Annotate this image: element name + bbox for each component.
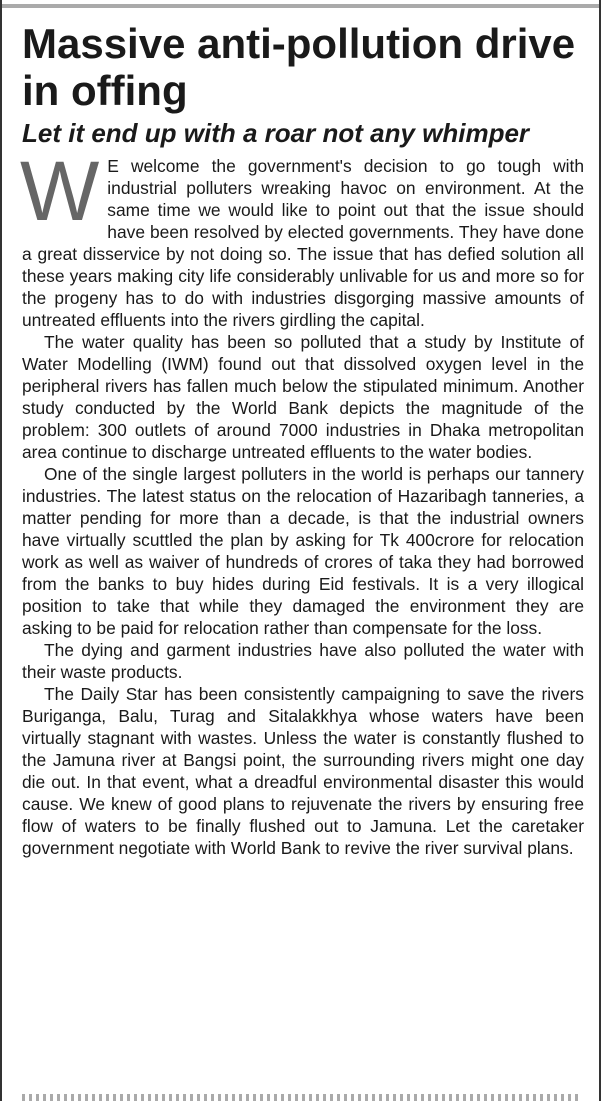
cut-off-next-line [22, 1094, 582, 1101]
paragraph-1-text: E welcome the government's decision to go tough with industrial polluters wreaking havoc on environment. At the same time we would like to point out that the issue should have been resolved by elected governments. They have done a great disservice by not doing so. The issue that has defied solution all these years making city life considerably unlivable for us and more so for the progeny has to do with industries disgorging massive amounts of untreated effluents into the rivers girdling the capital. [22, 156, 584, 330]
subheadline: Let it end up with a roar not any whimper [22, 118, 530, 148]
paragraph-2: The water quality has been so polluted that a study by Institute of Water Modelling (IWM) found out that dissolved oxygen level in the peripheral rivers has fallen much below the stipulated minimum. Another study conducted by the World Bank depicts the magnitude of the problem: 300 outlets of around 7000 industries in Dhaka metropolitan area continue to discharge untreated effluents to the water bodies. [22, 332, 584, 462]
paragraph-3: One of the single largest polluters in the world is perhaps our tannery industries. The latest status on the relocation of Hazaribagh tanneries, a matter pending for more than a decade, is that the industrial owners have virtually scuttled the plan by asking for Tk 400crore for relocation work as well as waiver of hundreds of crores of taka they had borrowed from the banks to buy hides during Eid festivals. It is a very illogical position to take that while they damaged the environment they are asking to be paid for relocation rather than compensate for the loss. [22, 464, 584, 638]
paragraph-1 [20, 144, 584, 331]
paragraph-5: The Daily Star has been consistently campaigning to save the rivers Buriganga, Balu, Turag and Sitalakkhya whose waters have been virtually stagnant with wastes. Unless the water is constantly flushed to the Jamuna river at Bangsi point, the surrounding rivers might one day die out. In that event, what a dreadful environmental disaster this would cause. We knew of good plans to rejuvenate the rivers by ensuring free flow of waters to be finally flushed out to Jamuna. Let the caretaker government negotiate with World Bank to revive the river survival plans. [22, 684, 584, 858]
paragraph-4: The dying and garment industries have also polluted the water with their waste products. [22, 640, 584, 682]
drop-cap: W [20, 144, 100, 238]
article-body [20, 144, 584, 859]
headline: Massive anti-pollution drive in offing [22, 20, 576, 114]
top-rule [2, 4, 599, 8]
